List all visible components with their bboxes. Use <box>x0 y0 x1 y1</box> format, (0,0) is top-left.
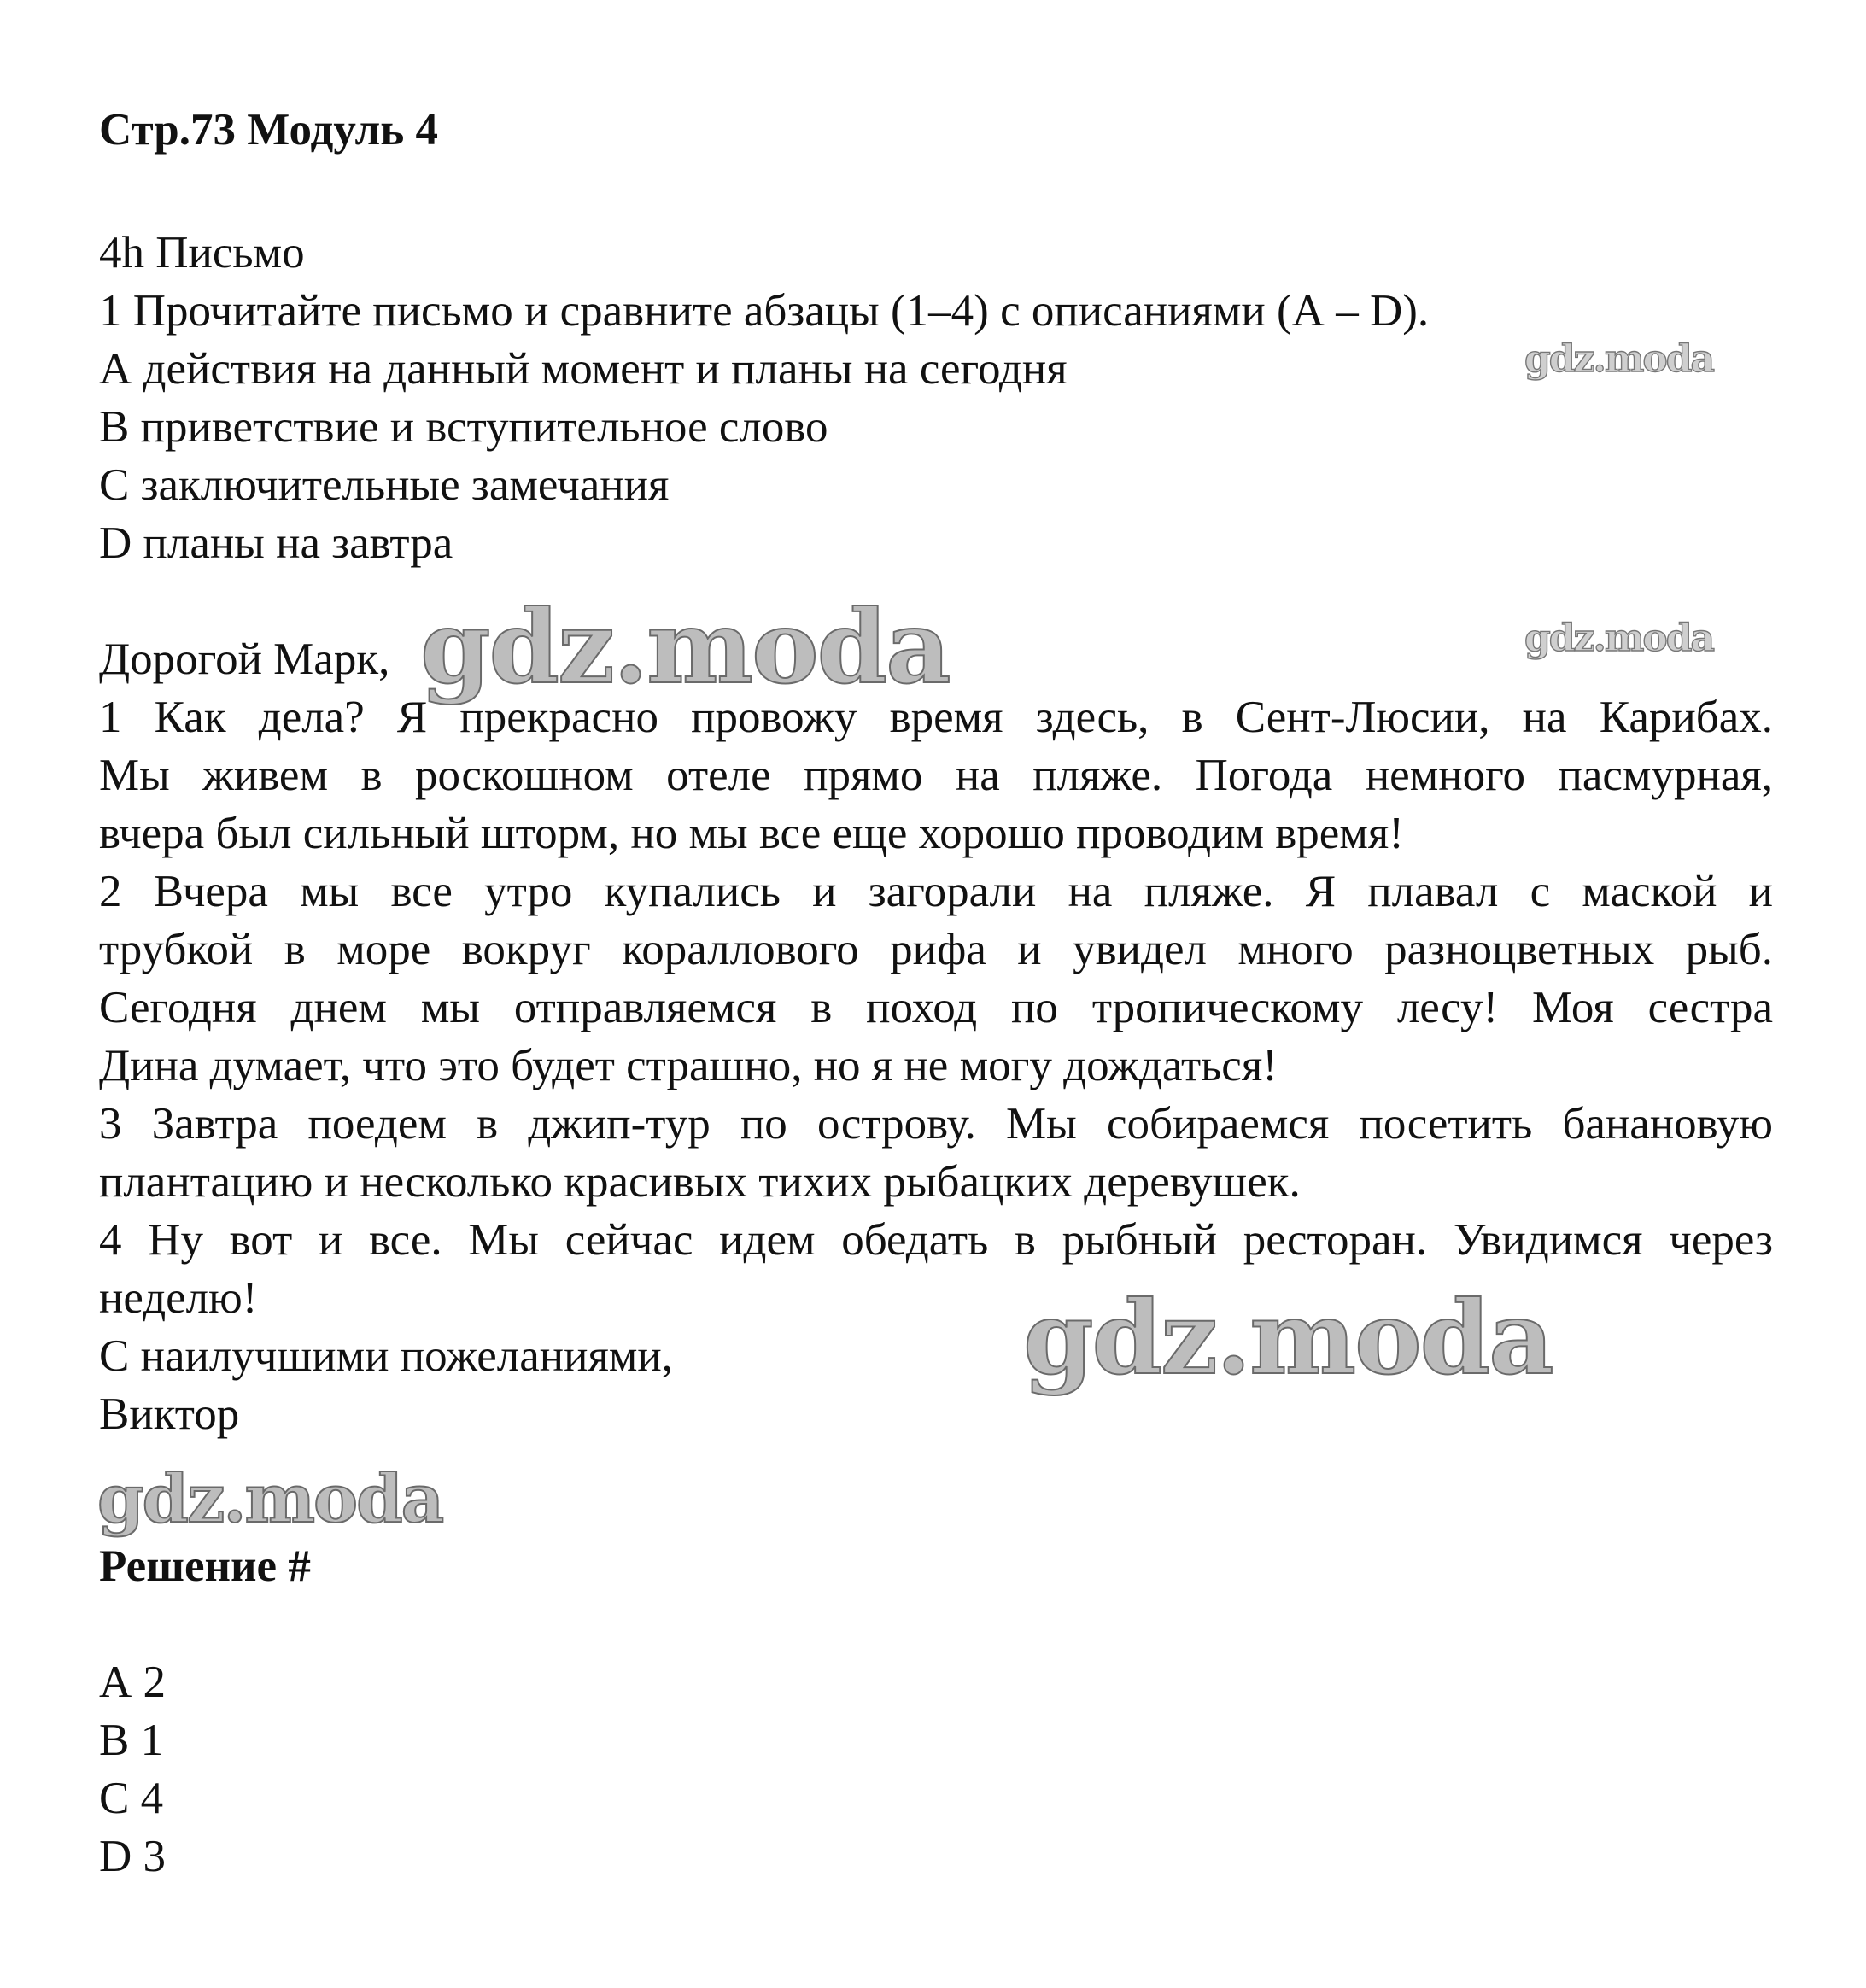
letter-line: неделю! <box>99 1273 258 1323</box>
watermark: gdz.moda <box>420 588 950 706</box>
letter-line: Дина думает, что это будет страшно, но я не могу дождаться! <box>99 1041 1278 1090</box>
letter-line: Сегодня днем мы отправляемся в поход по тропическому лесу! Моя сестра <box>99 983 1773 1032</box>
letter-line: вчера был сильный шторм, но мы все еще хорошо проводим время! <box>99 809 1404 858</box>
letter-line: Мы живем в роскошном отеле прямо на пляже. Погода немного пасмурная, <box>99 751 1773 800</box>
answer-d: D 3 <box>99 1832 167 1881</box>
letter-line: 2 Вчера мы все утро купались и загорали на пляже. Я плавал с маской и <box>99 867 1773 916</box>
letter-line: 1 Как дела? Я прекрасно провожу время здесь, в Сент-Люсии, на Карибах. <box>99 693 1773 742</box>
letter-closing: С наилучшими пожеланиями, <box>99 1331 673 1381</box>
watermark: gdz.moda <box>97 1460 443 1538</box>
letter-line: плантацию и несколько красивых тихих рыбацких деревушек. <box>99 1157 1301 1207</box>
watermark: gdz.moda <box>1524 337 1714 381</box>
answer-a: А 2 <box>99 1658 167 1707</box>
option-d: D планы на завтра <box>99 518 453 568</box>
task-instruction: 1 Прочитайте письмо и сравните абзацы (1–4) с описаниями (А – D). <box>99 286 1430 336</box>
answer-c: С 4 <box>99 1774 164 1823</box>
letter-line: 3 Завтра поедем в джип-тур по острову. Мы собираемся посетить банановую <box>99 1099 1773 1149</box>
option-c: С заключительные замечания <box>99 460 670 510</box>
letter-line: 4 Ну вот и все. Мы сейчас идем обедать в рыбный ресторан. Увидимся через <box>99 1215 1773 1265</box>
letter-line: трубкой в море вокруг кораллового рифа и увидел много разноцветных рыб. <box>99 925 1773 974</box>
solution-heading: Решение # <box>99 1541 311 1591</box>
option-a: А действия на данный момент и планы на сегодня <box>99 344 1068 394</box>
watermark: gdz.moda <box>1524 617 1714 660</box>
section-title: 4h Письмо <box>99 228 305 278</box>
answer-b: В 1 <box>99 1716 164 1765</box>
option-b: В приветствие и вступительное слово <box>99 402 828 452</box>
page-title: Стр.73 Модуль 4 <box>99 105 439 155</box>
watermark: gdz.moda <box>1023 1278 1553 1397</box>
letter-signature: Виктор <box>99 1389 240 1439</box>
letter-greeting: Дорогой Марк, <box>99 634 390 684</box>
